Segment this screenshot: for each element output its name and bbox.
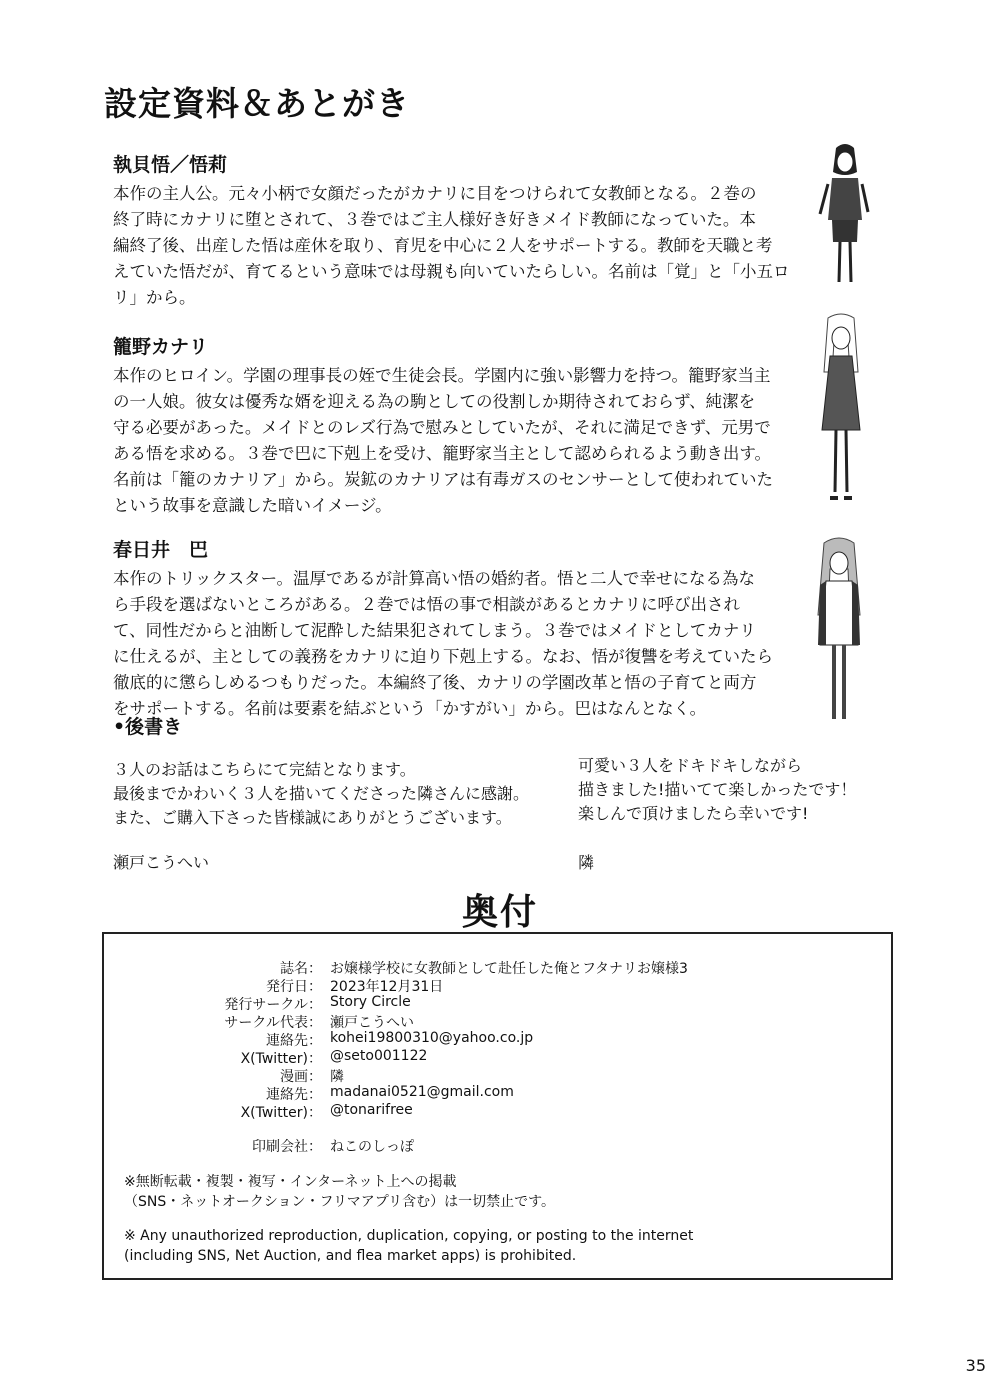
row-label: 誌名：	[280, 961, 322, 977]
row-value: 隣	[330, 1069, 344, 1085]
description-line: 本作の主人公。元々小柄で女顔だったがカナリに目をつけられて女教師となる。２巻の	[113, 184, 757, 203]
notice-ja-line: （SNS・ネットオークション・フリマアプリ含む）は一切禁止です。	[124, 1194, 556, 1210]
description-line: に仕えるが、主としての義務をカナリに迫り下剋上する。なお、悟が復讐を考えていたら	[113, 647, 773, 666]
note-line: ３人のお話はこちらにて完結となります。	[113, 760, 416, 779]
artist-signature: 隣	[578, 853, 595, 872]
row-value: 瀬戸こうへい	[330, 1015, 414, 1031]
character-name: 春日井 巴	[113, 539, 209, 561]
colophon-box	[102, 932, 893, 1280]
description-line: ら手段を選ばないところがある。２巻では悟の事で相談があるとカナリに呼び出され	[113, 595, 740, 614]
notice-en-line: ※ Any unauthorized reproduction, duplication, copying, or posting to the internet	[124, 1228, 694, 1244]
colophon-row-printer	[104, 1136, 884, 1155]
row-label: 発行日：	[266, 979, 322, 995]
page-number: 35	[965, 1356, 986, 1375]
character-description	[113, 363, 793, 519]
row-value: @seto001122	[330, 1048, 428, 1064]
row-label: X(Twitter)：	[240, 1105, 322, 1121]
colophon-row-artist	[104, 1066, 884, 1085]
row-label: サークル代表：	[224, 1015, 322, 1031]
colophon-row-twitter-author	[104, 1048, 884, 1067]
colophon-row-contact-author	[104, 1030, 884, 1049]
row-label: 連絡先：	[266, 1087, 322, 1103]
row-value: madanai0521@gmail.com	[330, 1084, 514, 1100]
colophon-title: 奥付	[461, 892, 538, 933]
colophon-row-contact-artist	[104, 1084, 884, 1103]
note-line: また、ご購入下さった皆様誠にありがとうございます。	[113, 808, 512, 827]
notice-en-line: (including SNS, Net Auction, and flea market apps) is prohibited.	[124, 1248, 577, 1264]
character-illustration-satoru	[810, 140, 880, 290]
afterword-heading: •後書き	[113, 716, 183, 738]
character-illustration-tomoe	[804, 535, 874, 730]
description-line: の一人娘。彼女は優秀な婿を迎える為の駒としての役割しか期待されておらず、純潔を	[113, 392, 756, 411]
description-line: ある悟を求める。３巻で巴に下剋上を受け、籠野家当主として認められるよう動き出す。	[113, 444, 772, 463]
character-illustration-kanari	[806, 312, 876, 507]
description-line: 終了時にカナリに堕とされて、３巻ではご主人様好き好きメイド教師になっていた。本	[113, 210, 756, 229]
page-title: 設定資料＆あとがき	[104, 84, 410, 123]
row-value: ねこのしっぽ	[330, 1139, 414, 1155]
description-line: 本作のトリックスター。温厚であるが計算高い悟の婚約者。悟と二人で幸せになる為な	[113, 569, 756, 588]
description-line: 名前は「籠のカナリア」から。炭鉱のカナリアは有毒ガスのセンサーとして使われていた	[113, 470, 773, 489]
description-line: リ」から。	[113, 288, 196, 307]
description-line: 守る必要があった。メイドとのレズ行為で慰みとしていたが、それに満足できず、元男で	[113, 418, 771, 437]
character-name: 執貝悟／悟莉	[113, 154, 228, 176]
row-value: 2023年12月31日	[330, 979, 444, 995]
colophon-row-date	[104, 976, 884, 995]
colophon-row-title	[104, 958, 884, 977]
author-note	[113, 758, 563, 830]
row-label: 印刷会社：	[252, 1139, 322, 1155]
colophon-row-representative	[104, 1012, 884, 1031]
description-line: をサポートする。名前は要素を結ぶという「かすがい」から。巴はなんとなく。	[113, 699, 707, 718]
row-label: X(Twitter)：	[240, 1051, 322, 1067]
note-line: 描きました!描いてて楽しかったです！	[578, 780, 857, 799]
colophon-row-circle	[104, 994, 884, 1013]
note-line: 可愛い３人をドキドキしながら	[578, 756, 803, 775]
row-label: 発行サークル：	[224, 997, 322, 1013]
character-section-satoru	[113, 150, 793, 311]
description-line: 本作のヒロイン。学園の理事長の姪で生徒会長。学園内に強い影響力を持つ。籠野家当主	[113, 366, 771, 385]
character-section-kanari	[113, 332, 793, 519]
description-line: という故事を意識した暗いイメージ。	[113, 496, 392, 515]
artist-note	[578, 754, 908, 826]
description-line: 編終了後、出産した悟は産休を取り、育児を中心に２人をサポートする。教師を天職と考	[113, 236, 773, 255]
character-description	[113, 566, 793, 722]
colophon-row-twitter-artist	[104, 1102, 884, 1121]
row-value: @tonarifree	[330, 1102, 413, 1118]
notice-ja-line: ※無断転載・複製・複写・インターネット上への掲載	[124, 1174, 457, 1190]
description-line: えていた悟だが、育てるという意味では母親も向いていたらしい。名前は「覚」と「小五ロ	[113, 262, 790, 281]
author-signature: 瀬戸こうへい	[113, 853, 210, 872]
row-label: 連絡先：	[266, 1033, 322, 1049]
row-value: お嬢様学校に女教師として赴任した俺とフタナリお嬢様3	[330, 961, 688, 977]
character-section-tomoe	[113, 535, 793, 722]
row-value: kohei19800310@yahoo.co.jp	[330, 1030, 534, 1046]
note-line: 楽しんで頂けましたら幸いです!	[578, 804, 809, 823]
row-label: 漫画：	[280, 1069, 322, 1085]
note-line: 最後までかわいく３人を描いてくださった隣さんに感謝。	[113, 784, 530, 803]
row-value: Story Circle	[330, 994, 411, 1010]
character-name: 籠野カナリ	[113, 336, 209, 358]
description-line: 徹底的に懲らしめるつもりだった。本編終了後、カナリの学園改革と悟の子育てと両方	[113, 673, 757, 692]
description-line: て、同性だからと油断して泥酔した結果犯されてしまう。３巻ではメイドとしてカナリ	[113, 621, 756, 640]
character-description	[113, 181, 793, 311]
